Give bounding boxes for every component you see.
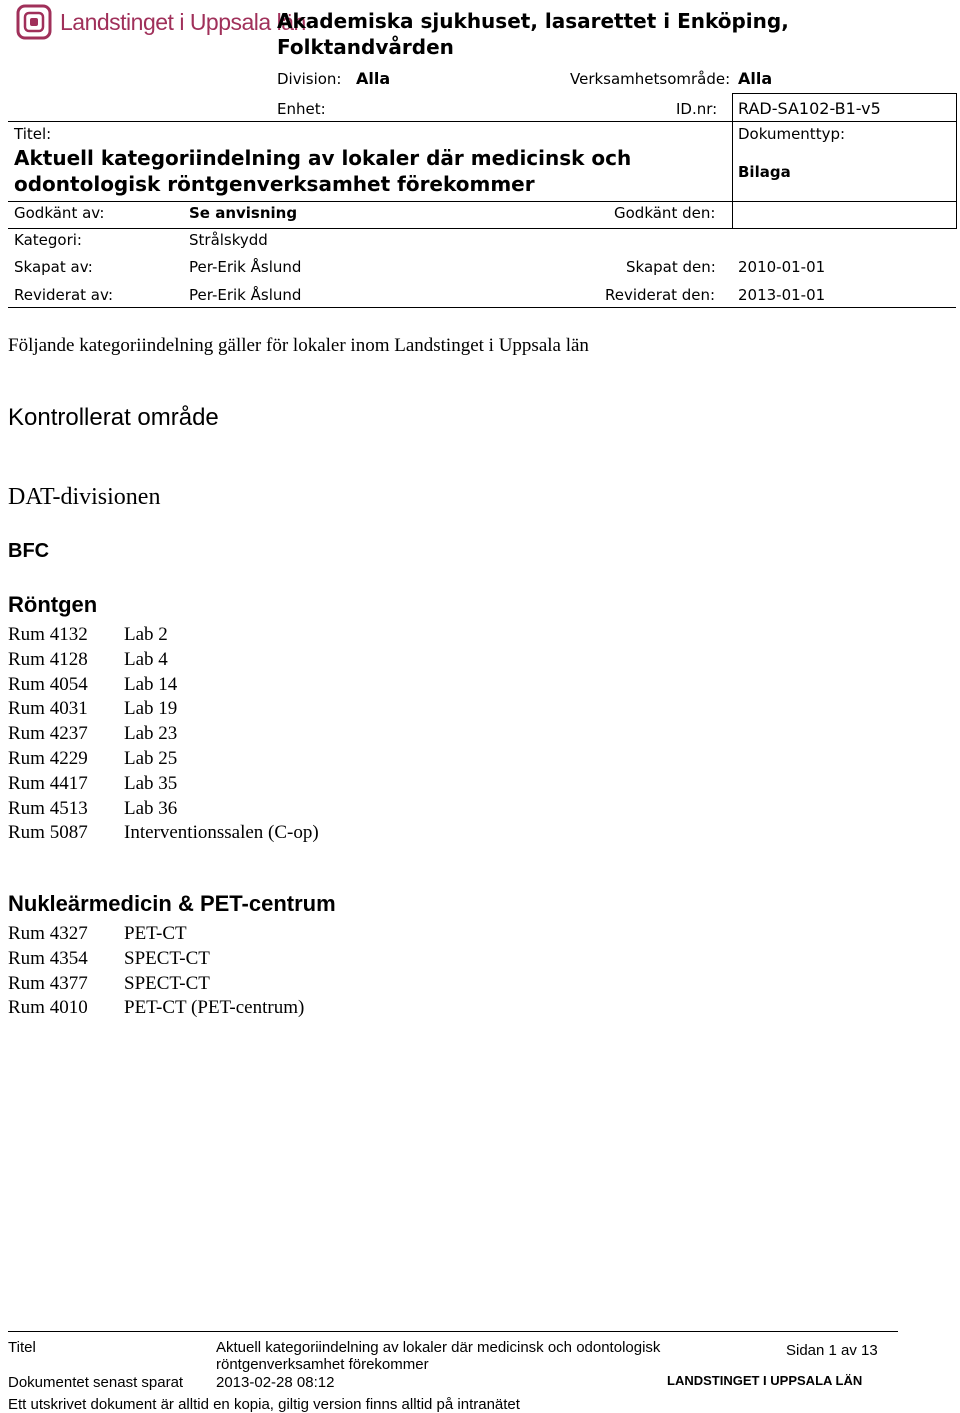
room-name: PET-CT (PET-centrum)	[124, 997, 305, 1019]
logo-text: Landstinget i Uppsala län	[60, 9, 306, 35]
skapat-av-value: Per-Erik Åslund	[189, 258, 302, 276]
org-name-line1: Akademiska sjukhuset, lasarettet i Enköping,	[277, 9, 789, 33]
list-item	[8, 922, 304, 947]
verksamhet-value: Alla	[738, 69, 773, 88]
list-item	[8, 772, 319, 797]
section-title: Nukleärmedicin & PET-centrum	[8, 891, 336, 916]
room-number: Rum 4054	[8, 673, 88, 695]
list-item	[8, 673, 319, 698]
footer-org: LANDSTINGET I UPPSALA LÄN	[667, 1373, 863, 1388]
room-name: SPECT-CT	[124, 972, 210, 994]
footer-divider	[8, 1331, 898, 1332]
footer-titel-line1: Aktuell kategoriindelning av lokaler där medicinsk och odontologisk	[216, 1339, 661, 1356]
room-name: Lab 23	[124, 723, 178, 745]
reviderat-av-value: Per-Erik Åslund	[189, 286, 302, 304]
footer-page-number: Sidan 1 av 13	[786, 1342, 878, 1359]
list-item	[8, 623, 319, 648]
room-name: Lab 4	[124, 648, 168, 670]
list-item	[8, 947, 304, 972]
room-number: Rum 4417	[8, 772, 88, 794]
room-number: Rum 4377	[8, 972, 88, 994]
room-number: Rum 4237	[8, 723, 88, 745]
heading-division: DAT-divisionen	[8, 484, 161, 510]
enhet-label: Enhet:	[277, 100, 326, 118]
heading-kontrollerat-omrade: Kontrollerat område	[8, 404, 219, 431]
room-name: Lab 14	[124, 673, 178, 695]
logo-emblem-icon	[16, 4, 54, 40]
document-title-line1: Aktuell kategoriindelning av lokaler där medicinsk och	[14, 146, 632, 170]
room-name: Lab 2	[124, 624, 168, 645]
room-name: Interventionssalen (C-op)	[124, 822, 319, 844]
room-name: SPECT-CT	[124, 947, 210, 969]
document-title-line2: odontologisk röntgenverksamhet förekommer	[14, 172, 535, 196]
footer-senast-value: 2013-02-28 08:12	[216, 1374, 335, 1391]
divider-line	[8, 228, 956, 229]
titel-label: Titel:	[14, 125, 52, 143]
list-item	[8, 722, 319, 747]
kategori-value: Strålskydd	[189, 231, 268, 249]
room-number: Rum 4132	[8, 624, 88, 645]
verksamhet-label: Verksamhetsområde:	[570, 70, 731, 88]
division-label: Division:	[277, 70, 342, 88]
footer-titel-line2: röntgenverksamhet förekommer	[216, 1356, 429, 1373]
room-list	[8, 922, 304, 1021]
footer-senast-label: Dokumentet senast sparat	[8, 1374, 184, 1391]
skapat-av-label: Skapat av:	[14, 258, 93, 276]
heading-bfc: BFC	[8, 540, 50, 562]
divider-line	[732, 93, 956, 94]
room-name: Lab 35	[124, 772, 178, 794]
godkant-den-label: Godkänt den:	[614, 204, 716, 222]
list-item	[8, 697, 319, 722]
skapat-den-label: Skapat den:	[626, 258, 716, 276]
room-number: Rum 4354	[8, 947, 88, 969]
room-number: Rum 4128	[8, 648, 88, 670]
room-number: Rum 4010	[8, 997, 88, 1019]
list-item	[8, 797, 319, 822]
list-item	[8, 972, 304, 997]
idnr-value: RAD-SA102-B1-v5	[738, 99, 881, 118]
footer-titel-label: Titel	[8, 1339, 36, 1356]
godkant-av-label: Godkänt av:	[14, 204, 105, 222]
list-item	[8, 648, 319, 673]
room-number: Rum 4031	[8, 698, 88, 720]
dokumenttyp-value: Bilaga	[738, 163, 791, 181]
reviderat-den-label: Reviderat den:	[605, 286, 716, 304]
kategori-label: Kategori:	[14, 231, 82, 249]
division-value: Alla	[356, 69, 391, 88]
divider-line	[732, 93, 733, 229]
divider-line	[8, 201, 956, 202]
idnr-label: ID.nr:	[676, 100, 718, 118]
room-number: Rum 4327	[8, 923, 88, 944]
reviderat-den-value: 2013-01-01	[738, 286, 826, 304]
footer-disclaimer: Ett utskrivet dokument är alltid en kopia, giltig version finns alltid på intranätet	[8, 1396, 520, 1413]
divider-line	[956, 93, 957, 229]
room-name: Lab 36	[124, 797, 178, 819]
intro-text: Följande kategoriindelning gäller för lokaler inom Landstinget i Uppsala län	[8, 335, 589, 356]
dokumenttyp-label: Dokumenttyp:	[738, 125, 846, 143]
room-number: Rum 4229	[8, 747, 88, 769]
room-name: PET-CT	[124, 923, 187, 944]
list-item	[8, 821, 319, 846]
reviderat-av-label: Reviderat av:	[14, 286, 114, 304]
room-list	[8, 623, 319, 846]
room-name: Lab 19	[124, 698, 178, 720]
divider-line	[8, 307, 956, 308]
list-item	[8, 747, 319, 772]
org-name-line2: Folktandvården	[277, 35, 454, 59]
room-name: Lab 25	[124, 747, 178, 769]
divider-line	[8, 121, 956, 122]
room-number: Rum 4513	[8, 797, 88, 819]
section-title: Röntgen	[8, 592, 98, 617]
skapat-den-value: 2010-01-01	[738, 258, 826, 276]
room-number: Rum 5087	[8, 822, 88, 844]
godkant-av-value: Se anvisning	[189, 204, 298, 222]
list-item	[8, 996, 304, 1021]
